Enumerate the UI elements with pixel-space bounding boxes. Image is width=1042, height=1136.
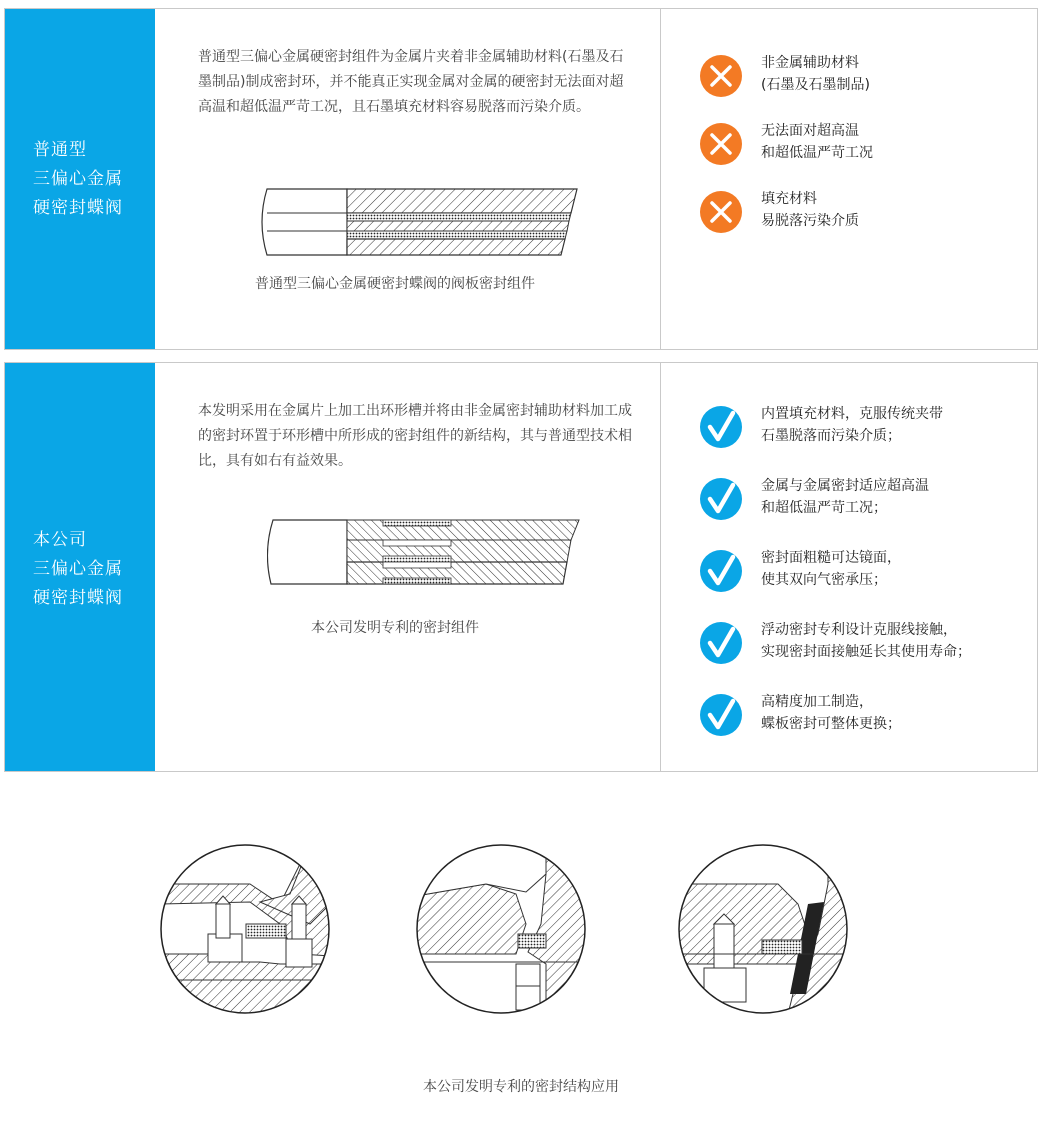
title-line: 硬密封蝶阀 xyxy=(33,198,123,218)
company-seal-diagram xyxy=(267,518,587,588)
company-valve-sidebar xyxy=(5,363,155,771)
bottom-caption: 本公司发明专利的密封结构应用 xyxy=(423,1079,619,1095)
check-icon xyxy=(699,405,743,449)
check-icon xyxy=(699,549,743,593)
feature-line: (石墨及石墨制品) xyxy=(761,77,870,93)
feature-line: 蝶板密封可整体更换； xyxy=(761,716,901,732)
title-line: 普通型 xyxy=(33,140,87,160)
feature-line: 和超低温严苛工况 xyxy=(761,145,873,161)
seal-application-illustrations xyxy=(158,840,878,1044)
feature-line: 和超低温严苛工况； xyxy=(761,500,887,516)
check-icon xyxy=(699,693,743,737)
feature-line: 石墨脱落而污染介质； xyxy=(761,428,901,444)
check-icon xyxy=(699,621,743,665)
feature-line: 密封面粗糙可达镜面， xyxy=(761,550,901,566)
company-description: 本发明采用在金属片上加工出环形槽并将由非金属密封辅助材料加工成的密封环置于环形槽中所形成的密封组件的新结构，其与普通型技术相比，具有如右有益效果。 xyxy=(198,403,632,469)
column-divider xyxy=(660,363,661,771)
feature-line: 金属与金属密封适应超高温 xyxy=(761,478,929,494)
standard-seal-drawing xyxy=(259,187,589,263)
cross-icon xyxy=(699,54,743,98)
company-caption: 本公司发明专利的密封组件 xyxy=(311,620,479,636)
feature-line: 无法面对超高温 xyxy=(761,123,859,139)
application-detail-2 xyxy=(416,844,586,1014)
feature-line: 实现密封面接触延长其使用寿命； xyxy=(761,644,971,660)
feature-line: 非金属辅助材料 xyxy=(761,55,859,71)
seal-application-diagram xyxy=(158,840,878,1040)
standard-valve-section xyxy=(4,8,1038,350)
application-detail-1 xyxy=(160,844,330,1014)
title-line: 硬密封蝶阀 xyxy=(33,588,123,608)
company-seal-drawing xyxy=(267,518,587,592)
feature-line: 内置填充材料，克服传统夹带 xyxy=(761,406,943,422)
feature-line: 高精度加工制造， xyxy=(761,694,873,710)
feature-line: 易脱落污染介质 xyxy=(761,213,859,229)
check-icon xyxy=(699,477,743,521)
company-valve-title xyxy=(33,526,123,613)
company-valve-section xyxy=(4,362,1038,772)
standard-valve-sidebar xyxy=(5,9,155,349)
column-divider xyxy=(660,9,661,349)
title-line: 本公司 xyxy=(33,530,87,550)
standard-caption: 普通型三偏心金属硬密封蝶阀的阀板密封组件 xyxy=(255,276,535,292)
feature-line: 使其双向气密承压； xyxy=(761,572,887,588)
feature-line: 浮动密封专利设计克服线接触， xyxy=(761,622,957,638)
feature-line: 填充材料 xyxy=(761,191,817,207)
cross-icon xyxy=(699,190,743,234)
title-line: 三偏心金属 xyxy=(33,559,123,579)
cross-icon xyxy=(699,122,743,166)
application-detail-3 xyxy=(678,844,848,1014)
standard-valve-title xyxy=(33,136,123,223)
standard-description: 普通型三偏心金属硬密封组件为金属片夹着非金属辅助材料(石墨及石墨制品)制成密封环，并不能真正实现金属对金属的硬密封无法面对超高温和超低温严苛工况，且石墨填充材料容易脱落而污染介质。 xyxy=(198,49,624,115)
standard-seal-diagram xyxy=(259,187,589,259)
title-line: 三偏心金属 xyxy=(33,169,123,189)
